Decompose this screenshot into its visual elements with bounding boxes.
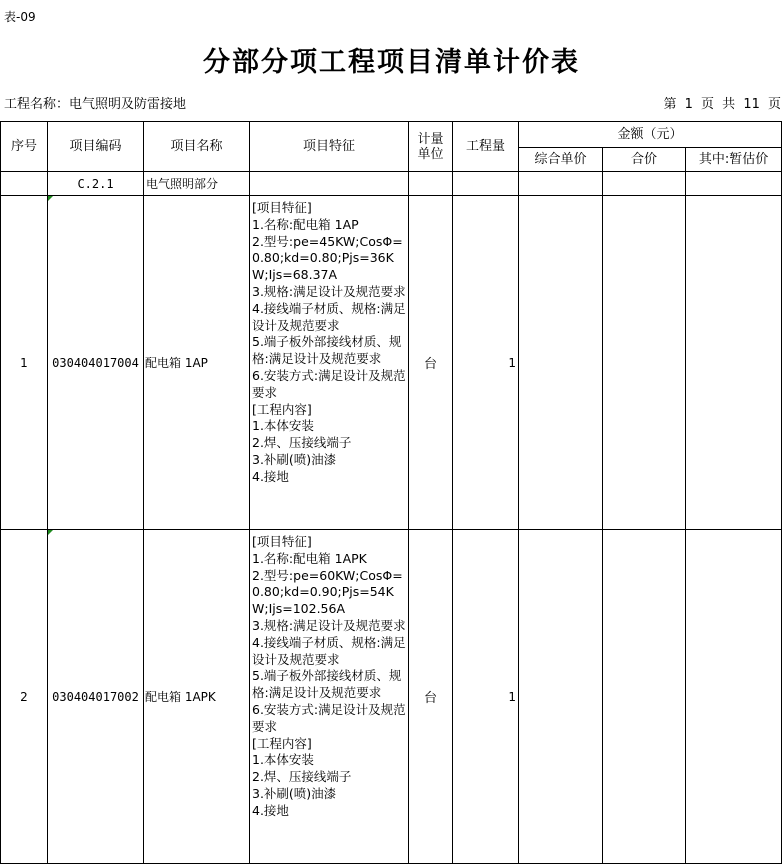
row-provisional (686, 196, 782, 530)
bill-table (0, 121, 782, 864)
project-name: 工程名称：电气照明及防雷接地 (4, 97, 187, 112)
row-unit-price (519, 196, 603, 530)
row-unit-price (519, 530, 603, 864)
row-unit: 台 (409, 196, 453, 530)
table-row (1, 530, 782, 864)
row-provisional (686, 530, 782, 864)
page-title: 分部分项工程项目清单计价表 (203, 47, 580, 78)
page-info: 第 1 页 共 11 页 (663, 97, 781, 112)
header-unit (409, 122, 453, 172)
row-qty: 1 (453, 530, 519, 864)
header-unit-line2: 单位 (417, 146, 444, 162)
section-name: 电气照明部分 (144, 172, 250, 196)
row-seq: 2 (1, 530, 48, 864)
header-unit-price: 综合单价 (519, 148, 603, 172)
row-total (603, 196, 686, 530)
row-name: 配电箱 1APK (144, 530, 250, 864)
row-code: 030404017004 (48, 196, 144, 530)
header-provisional: 其中:暂估价 (686, 148, 782, 172)
header-feature: 项目特征 (250, 122, 409, 172)
header-amount: 金额（元） (519, 122, 782, 148)
header-seq: 序号 (1, 122, 48, 172)
header-qty: 工程量 (453, 122, 519, 172)
header-name: 项目名称 (144, 122, 250, 172)
row-qty: 1 (453, 196, 519, 530)
row-unit: 台 (409, 530, 453, 864)
section-row (1, 172, 782, 196)
row-name: 配电箱 1AP (144, 196, 250, 530)
header-total: 合价 (603, 148, 686, 172)
header-unit-line1: 计量 (417, 131, 444, 147)
header-code: 项目编码 (48, 122, 144, 172)
form-code: 表-09 (4, 10, 36, 24)
section-code: C.2.1 (48, 172, 144, 196)
table-row (1, 196, 782, 530)
row-total (603, 530, 686, 864)
row-feature: [项目特征] 1.名称:配电箱 1APK 2.型号:pe=60KW;CosΦ=0.80;kd=0.90;Pjs=54KW;Ijs=102.56A 3.规格:满足设计及规范要求 4.接线端子材质、规格:满足设计及规范要求 5.端子板外部接线材质、规格:满足设计及规范要求 6.安装方式:满足设计及规范要求 [工程内容] 1.本体安装 2.焊、压接线端子 3.补刷(喷)油漆 4.接地 (250, 530, 409, 864)
row-feature: [项目特征] 1.名称:配电箱 1AP 2.型号:pe=45KW;CosΦ=0.80;kd=0.80;Pjs=36KW;Ijs=68.37A 3.规格:满足设计及规范要求 4.接线端子材质、规格:满足设计及规范要求 5.端子板外部接线材质、规格:满足设计及规范要求 6.安装方式:满足设计及规范要求 [工程内容] 1.本体安装 2.焊、压接线端子 3.补刷(喷)油漆 4.接地 (250, 196, 409, 530)
row-code: 030404017002 (48, 530, 144, 864)
row-seq: 1 (1, 196, 48, 530)
